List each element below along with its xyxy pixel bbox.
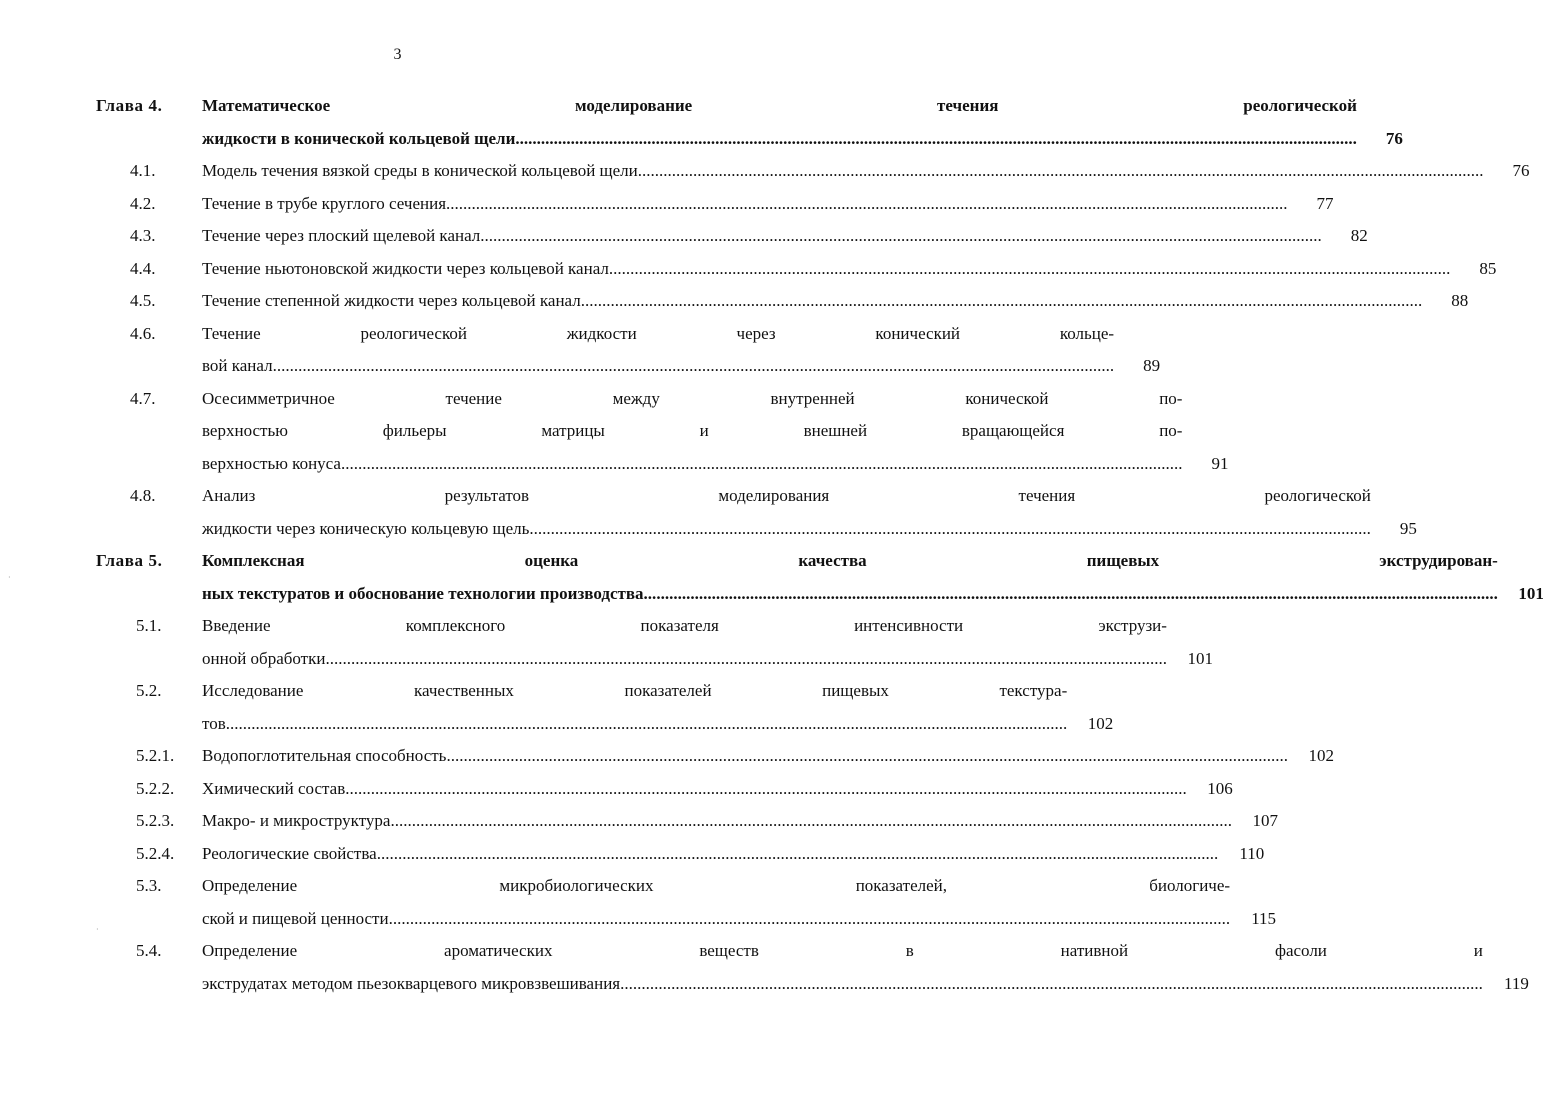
toc-entry (96, 545, 1544, 610)
toc-entry (96, 285, 1469, 318)
toc-entry (96, 155, 1530, 188)
toc-entry-number: 4.3. (130, 226, 156, 245)
leader-dots (581, 285, 1423, 318)
leader-dots (656, 578, 1498, 611)
leader-dots (377, 838, 1219, 871)
toc-entry-page: 91 (1211, 453, 1229, 473)
toc-entry (96, 773, 1233, 806)
toc-entry-title-line: Осесимметричное течение между внутренней конической по- (202, 388, 1183, 408)
leader-dots (609, 253, 1451, 286)
leader-dots (529, 513, 1371, 546)
leader-dots (389, 903, 1231, 936)
page-number: 3 (393, 46, 402, 63)
toc-entry (96, 838, 1265, 871)
toc-entry-number: 4.6. (130, 323, 156, 343)
toc-entry-page: 77 (1316, 193, 1334, 213)
toc-entry-title-line: Математическое моделирование течения реологической (202, 96, 1357, 115)
toc-entry-number: 4.8. (130, 486, 156, 505)
toc-entry-page: 115 (1251, 908, 1277, 928)
toc-entry-number: 5.3. (136, 876, 162, 895)
toc-entry-number: 4.4. (130, 258, 156, 278)
toc-entry-number: 5.2.1. (136, 746, 175, 765)
toc-entry-title-line: жидкости в конической кольцевой щели (202, 128, 516, 148)
toc-entry-number: 5.4. (136, 941, 162, 960)
toc-entry-page: 110 (1239, 843, 1265, 863)
toc-entry-page: 107 (1252, 811, 1278, 830)
toc-entry-title-line: Химический состав (202, 778, 346, 798)
toc-entry-title-line: Введение комплексного показателя интенсивности экструзи- (202, 616, 1167, 635)
leader-dots (273, 350, 1115, 383)
toc-entry-title-line: тов (202, 713, 226, 733)
toc-entry-title-line: Анализ результатов моделирования течения реологической (202, 486, 1371, 505)
toc-entry-number: 4.5. (130, 291, 156, 310)
margin-mark: · (96, 925, 99, 934)
leader-dots (515, 123, 1357, 156)
toc-entry-page: 102 (1087, 713, 1114, 733)
toc-entry-number: 4.2. (130, 193, 156, 213)
toc-entry-title-line: Комплексная оценка качества пищевых экструдирован- (202, 551, 1498, 570)
toc-entry-page: 85 (1479, 258, 1497, 278)
leader-dots (641, 968, 1483, 1001)
toc-entry-page: 76 (1385, 128, 1403, 148)
toc-entry-page: 102 (1308, 746, 1334, 765)
toc-entry-page: 89 (1143, 356, 1161, 375)
leader-dots (642, 155, 1484, 188)
toc-entry-page: 76 (1512, 161, 1530, 180)
toc-entry-title-line: жидкости через коническую кольцевую щель (202, 518, 530, 538)
toc-entry-number: 5.1. (136, 616, 162, 635)
toc-entry-title-line: Исследование качественных показателей пищевых текстура- (202, 681, 1068, 700)
toc-entry-number: Глава 4. (96, 96, 163, 115)
toc-entry-title-line: Определение ароматических веществ в нативной фасоли и (202, 941, 1483, 960)
toc-entry-number: 5.2.3. (136, 811, 175, 830)
toc-entry-title-line: Течение в трубе круглого сечения (202, 193, 447, 213)
toc-entry-number: 4.7. (130, 388, 156, 408)
toc-entry-title-line: верхностью фильеры матрицы и внешней вращающейся по- (202, 421, 1183, 440)
toc-entry (96, 480, 1417, 545)
toc-entry (96, 253, 1497, 286)
leader-dots (446, 740, 1288, 773)
table-of-contents (96, 90, 1544, 1000)
toc-entry (96, 188, 1334, 221)
margin-mark: · (8, 573, 11, 582)
leader-dots (325, 643, 1167, 676)
toc-entry-page: 119 (1504, 973, 1529, 993)
toc-entry-title-line: Течение реологической жидкости через конический кольце- (202, 323, 1115, 343)
leader-dots (226, 708, 1068, 741)
toc-entry (96, 318, 1161, 383)
toc-entry (96, 675, 1114, 740)
leader-dots (390, 805, 1232, 838)
toc-entry-page: 101 (1187, 648, 1213, 668)
toc-entry (96, 90, 1403, 155)
toc-entry (96, 740, 1334, 773)
toc-entry-title-line: Течение степенной жидкости через кольцевой канал (202, 291, 581, 310)
leader-dots (446, 188, 1288, 221)
leader-dots (480, 220, 1322, 253)
toc-entry-title-line: Течение ньютоновской жидкости через кольцевой канал (202, 258, 609, 278)
toc-entry-title-line: Водопоглотительная способность (202, 746, 447, 765)
toc-entry-title-line: Течение через плоский щелевой канал (202, 226, 481, 245)
toc-entry-page: 106 (1207, 778, 1233, 798)
toc-entry (96, 383, 1229, 481)
toc-entry-number: 5.2. (136, 681, 162, 700)
toc-entry-number: 4.1. (130, 161, 156, 180)
toc-entry-page: 88 (1451, 291, 1469, 310)
toc-entry-page: 101 (1518, 583, 1544, 603)
toc-entry-page: 95 (1399, 518, 1417, 538)
toc-entry-title-line: вой канал (202, 356, 273, 375)
toc-entry-title-line: ных текстуратов и обоснование технологии производства... (202, 583, 657, 603)
toc-entry (96, 610, 1213, 675)
toc-entry-title-line: Определение микробиологических показателей, биологиче- (202, 876, 1231, 895)
toc-entry-title-line: ской и пищевой ценности (202, 908, 389, 928)
toc-entry-page: 82 (1350, 226, 1368, 245)
toc-entry (96, 805, 1278, 838)
toc-entry (96, 870, 1277, 935)
leader-dots (341, 448, 1183, 481)
toc-entry-title-line: онной обработки (202, 648, 326, 668)
toc-entry-number: 5.2.4. (136, 843, 175, 863)
leader-dots (345, 773, 1187, 806)
toc-entry-number: 5.2.2. (136, 778, 175, 798)
toc-entry (96, 935, 1529, 1000)
toc-entry-title-line: Модель течения вязкой среды в конической кольцевой щели. (202, 161, 643, 180)
toc-entry-title-line: экструдатах методом пьезокварцевого микровзвешивания..... (202, 973, 642, 993)
toc-entry-title-line: Реологические свойства (202, 843, 377, 863)
toc-entry-title-line: верхностью конуса (202, 453, 341, 473)
toc-entry (96, 220, 1368, 253)
toc-entry-number: Глава 5. (96, 551, 163, 570)
toc-entry-title-line: Макро- и микроструктура (202, 811, 391, 830)
